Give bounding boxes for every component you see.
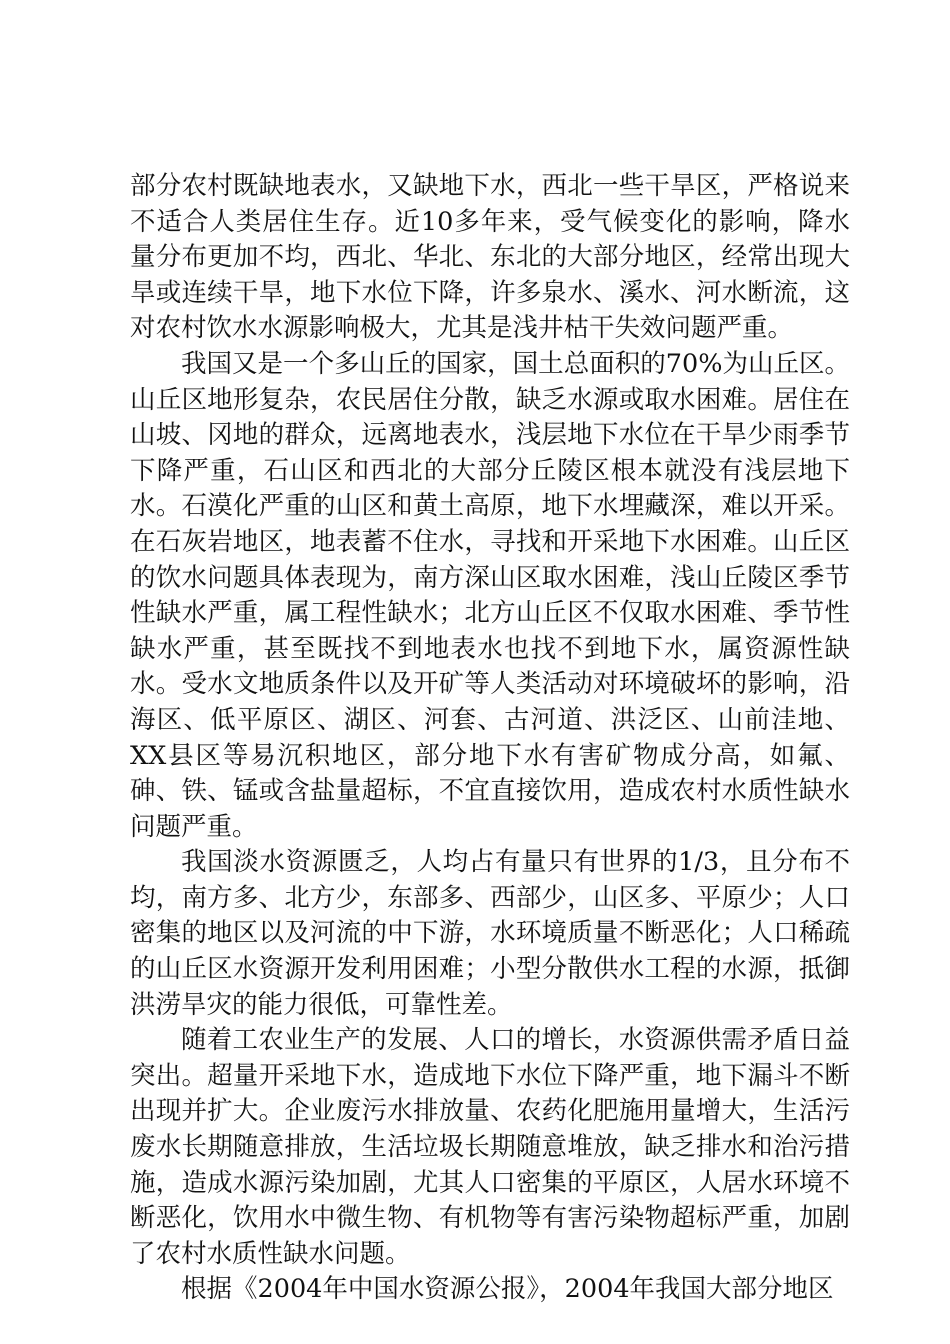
paragraph-5: 根据《2004年中国水资源公报》，2004年我国大部分地区 xyxy=(181,1274,834,1305)
document-body xyxy=(130,169,850,1308)
paragraph-1: 部分农村既缺地表水，又缺地下水，西北一些干旱区，严格说来不适合人类居住生存。近10多年来，受气候变化的影响，降水量分布更加不均，西北、华北、东北的大部分地区，经常出现大旱或连续干旱，地下水位下降，许多泉水、溪水、河水断流，这对农村饮水水源影响极大，尤其是浅井枯干失效问题严重。 xyxy=(130,171,850,344)
paragraph-2: 我国又是一个多山丘的国家，国土总面积的70%为山丘区。山丘区地形复杂，农民居住分散，缺乏水源或取水困难。居住在山坡、冈地的群众，远离地表水，浅层地下水位在干旱少雨季节下降严重，石山区和西北的大部分丘陵区根本就没有浅层地下水。石漠化严重的山区和黄土高原，地下水埋藏深，难以开采。在石灰岩地区，地表蓄不住水，寻找和开采地下水困难。山丘区的饮水问题具体表现为，南方深山区取水困难，浅山丘陵区季节性缺水严重，属工程性缺水；北方山丘区不仅取水困难、季节性缺水严重，甚至既找不到地表水也找不到地下水，属资源性缺水。受水文地质条件以及开矿等人类活动对环境破坏的影响，沿海区、低平原区、湖区、河套、古河道、洪泛区、山前洼地、XX县区等易沉积地区，部分地下水有害矿物成分高，如氟、砷、铁、锰或含盐量超标，不宜直接饮用，造成农村水质性缺水问题严重。 xyxy=(130,348,850,842)
paragraph-3: 我国淡水资源匮乏，人均占有量只有世界的1/3，且分布不均，南方多、北方少，东部多、西部少，山区多、平原少；人口密集的地区以及河流的中下游，水环境质量不断恶化；人口稀疏的山丘区水资源开发利用困难；小型分散供水工程的水源，抵御洪涝旱灾的能力很低，可靠性差。 xyxy=(130,847,850,1020)
paragraph-4: 随着工农业生产的发展、人口的增长，水资源供需矛盾日益突出。超量开采地下水，造成地下水位下降严重，地下漏斗不断出现并扩大。企业废污水排放量、农药化肥施用量增大，生活污废水长期随意排放，生活垃圾长期随意堆放，缺乏排水和治污措施，造成水源污染加剧，尤其人口密集的平原区，人居水环境不断恶化，饮用水中微生物、有机物等有害污染物超标严重，加剧了农村水质性缺水问题。 xyxy=(130,1025,850,1269)
